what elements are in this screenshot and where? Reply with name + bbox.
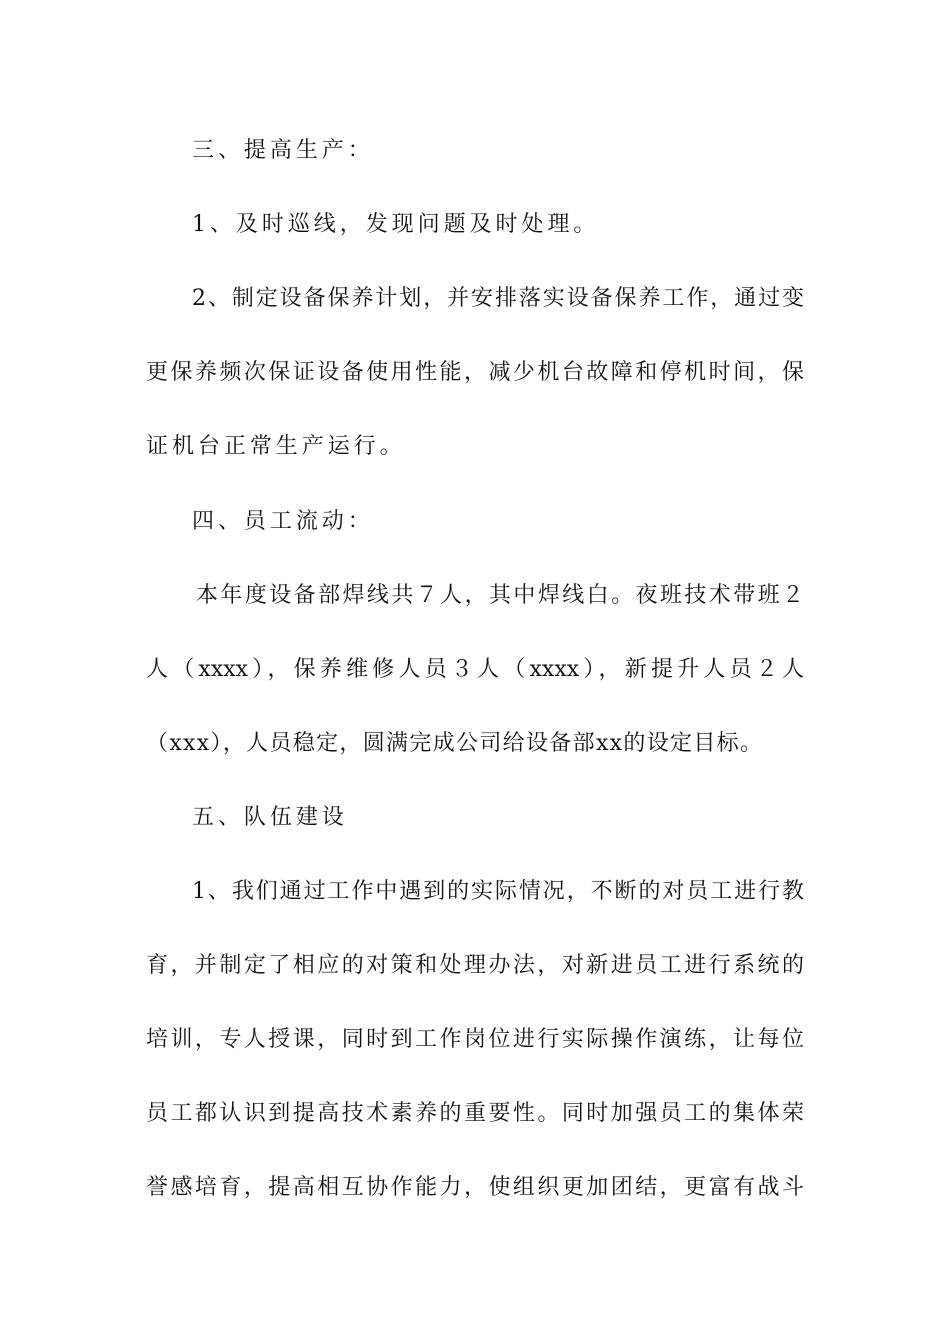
heading-improve-production: 三、提高生产：: [192, 138, 374, 163]
paragraph-line: 誉感培育，提高相互协作能力，使组织更加团结，更富有战斗: [146, 1175, 804, 1200]
paragraph-line: 员工都认识到提高技术素养的重要性。同时加强员工的集体荣: [146, 1101, 804, 1126]
heading-staff-turnover: 四、员工流动：: [192, 509, 374, 534]
paragraph-line: 更保养频次保证设备使用性能，减少机台故障和停机时间，保: [146, 360, 804, 385]
paragraph-line: 培训，专人授课，同时到工作岗位进行实际操作演练，让每位: [146, 1027, 804, 1052]
heading-team-building: 五、队伍建设: [192, 805, 348, 830]
paragraph-line: 人（xxxx），保养维修人员３人（xxxx），新提升人员２人: [146, 657, 804, 682]
paragraph-line: 证机台正常生产运行。: [146, 434, 406, 459]
paragraph-line: 2、制定设备保养计划，并安排落实设备保养工作，通过变: [192, 286, 804, 311]
paragraph-line: 1、及时巡线，发现问题及时处理。: [192, 212, 600, 237]
paragraph-line: 本年度设备部焊线共７人，其中焊线白。夜班技术带班２: [196, 583, 804, 608]
paragraph-line: （xxx），人员稳定，圆满完成公司给设备部xx的设定目标。: [146, 731, 764, 756]
paragraph-line: 育，并制定了相应的对策和处理办法，对新进员工进行系统的: [146, 953, 804, 978]
paragraph-line: 1、我们通过工作中遇到的实际情况，不断的对员工进行教: [192, 879, 804, 904]
